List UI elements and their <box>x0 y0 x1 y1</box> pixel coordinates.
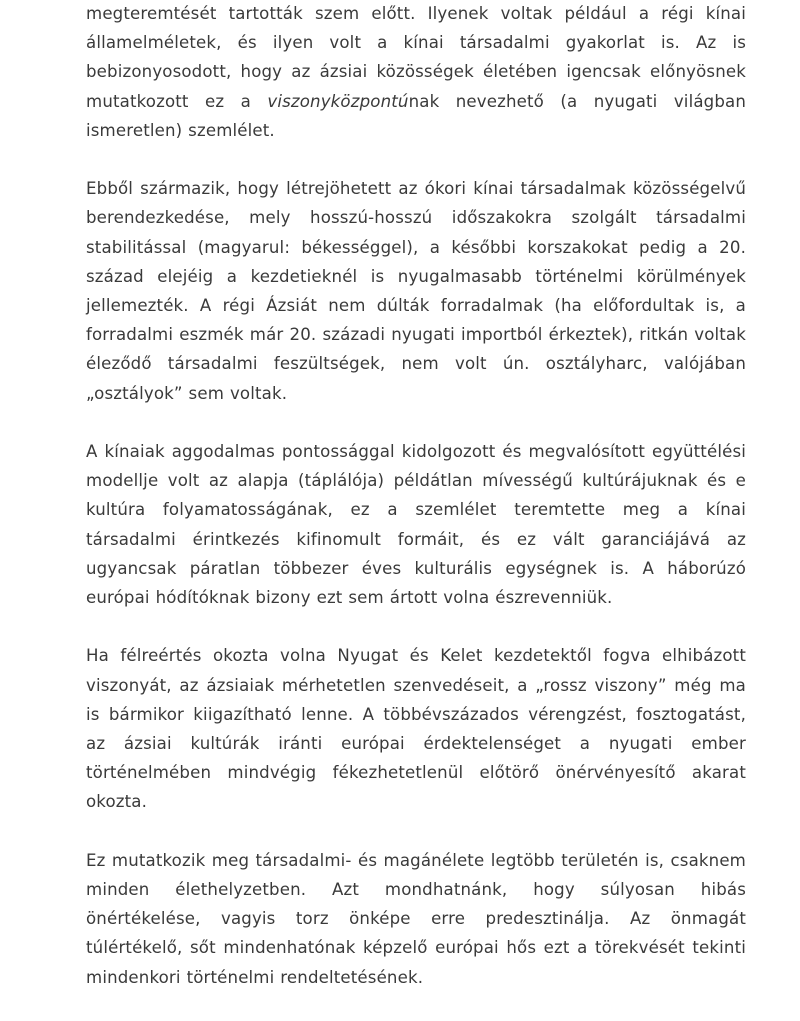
paragraph-4: Ha félreértés okozta volna Nyugat és Kelet kezdetektől fogva elhibázott viszonyát, az ázsiaiak mérhetetlen szenvedéseit, a „rossz viszony” még ma is bármikor kiigazítható lenne. A többévszázados vérengzést, fosztogatást, az ázsiai kultúrák iránti európai érdektelenséget a nyugati ember történelmében mindvégig fékezhetetlenül előtörő önérvényesítő akarat okozta. <box>86 646 746 812</box>
paragraph-2: Ebből származik, hogy létrejöhetett az ókori kínai társadalmak közösségelvű berendezkedése, mely hosszú-hosszú időszakokra szolgált társadalmi stabilitással (magyarul: békességgel), a későbbi korszakokat pedig a 20. század elejéig a kezdetieknél is nyugalmasabb történelmi körülmények jellemezték. A régi Ázsiát nem dúlták forradalmak (ha előfordultak is, a forradalmi eszmék már 20. századi nyugati importból érkeztek), ritkán voltak éleződő társadalmi feszültségek, nem volt ún. osztályharc, valójában „osztályok” sem voltak. <box>86 179 746 403</box>
emphasized-term: viszonyközpontú <box>267 91 409 111</box>
paragraph-5: Ez mutatkozik meg társadalmi- és magánélete legtöbb területén is, csaknem minden élethelyzetben. Azt mondhatnánk, hogy súlyosan hibás önértékelése, vagyis torz önképe erre predesztinálja. Az önmagát túlértékelő, sőt mindenhatónak képzelő európai hős ezt a törekvését tekinti mindenkori történelmi rendeltetésének. <box>86 850 746 987</box>
article-body <box>86 0 746 1021</box>
paragraph-1 <box>86 0 746 145</box>
paragraph-1-text-start: megteremtését tartották szem előtt. Ilyenek voltak például a régi kínai államelméletek, és ilyen volt a kínai társadalmi gyakorlat is. Az is bebizonyosodott, hogy az ázsiai közösségek életében igencsak előnyösnek mutatkozott ez a <box>86 4 746 111</box>
paragraph-1-text-end: nak nevezhető (a nyugati világban ismeretlen) szemlélet. <box>86 91 747 140</box>
paragraph-3: A kínaiak aggodalmas pontossággal kidolgozott és megvalósított együttélési modellje volt az alapja (táplálója) példátlan mívességű kultúrájuknak és e kultúra folyamatosságának, ez a szemlélet teremtette meg a kínai társadalmi érintkezés kifinomult formáit, és ez vált garanciájává az ugyancsak páratlan többezer éves kulturális egységnek is. A háborúzó európai hódítóknak bizony ezt sem ártott volna észrevenniük. <box>86 442 746 608</box>
